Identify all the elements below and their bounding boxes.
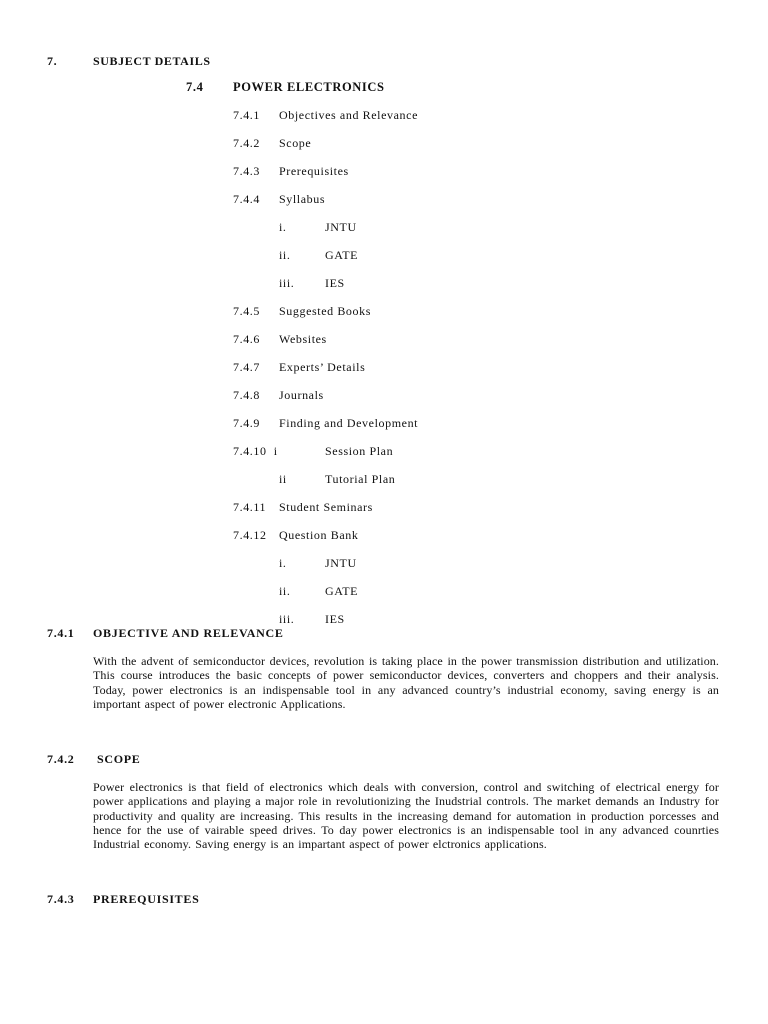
section-number-scope: 7.4.2 xyxy=(47,752,75,766)
toc-number: 7.4.7 xyxy=(233,360,260,374)
subject-number: 7. xyxy=(47,54,58,68)
toc-number: 7.4.4 xyxy=(233,192,260,206)
toc-sublabel: IES xyxy=(325,612,345,626)
toc-label: Journals xyxy=(279,388,324,402)
toc-label: Websites xyxy=(279,332,327,346)
toc-subnumber: ii. xyxy=(279,584,291,598)
toc-label: Objectives and Relevance xyxy=(279,108,419,122)
toc-sublabel: GATE xyxy=(325,248,359,262)
toc-number: 7.4.8 xyxy=(233,388,260,402)
toc-subnumber: i. xyxy=(279,556,287,570)
toc-subnumber: ii. xyxy=(279,248,291,262)
toc-label: Student Seminars xyxy=(279,500,373,514)
course-number: 7.4 xyxy=(186,80,204,94)
toc-label: Session Plan xyxy=(325,444,394,458)
toc-subnumber: ii xyxy=(279,472,287,486)
toc-label: Suggested Books xyxy=(279,304,372,318)
toc-label: Scope xyxy=(279,136,312,150)
subject-title: SUBJECT DETAILS xyxy=(93,54,211,68)
toc-number: 7.4.3 xyxy=(233,164,260,178)
toc-label: Experts’ Details xyxy=(279,360,366,374)
toc-label: Finding and Development xyxy=(279,416,419,430)
objective-paragraph: With the advent of semiconductor devices, revolution is taking place in the power transmission distribution and utilization. This course introduces the basic concepts of power semiconductor devices, converters and choppers and their analysis. Today, power electronics is an indispensable tool in any advanced country’s industrial economy, saving energy is an important aspect of power electronic Applications. xyxy=(93,654,719,711)
toc-label: Syllabus xyxy=(279,192,326,206)
toc-number: 7.4.11 xyxy=(233,500,267,514)
toc-sublabel: IES xyxy=(325,276,345,290)
toc-sublabel: JNTU xyxy=(325,556,357,570)
toc-number: 7.4.1 xyxy=(233,108,260,122)
toc-sublabel: Tutorial Plan xyxy=(325,472,396,486)
toc-number: 7.4.6 xyxy=(233,332,260,346)
toc-number: 7.4.10 i xyxy=(233,444,278,458)
section-title-prerequisites: PREREQUISITES xyxy=(93,892,200,906)
toc-subnumber: iii. xyxy=(279,612,295,626)
toc-subnumber: iii. xyxy=(279,276,295,290)
toc-subnumber: i. xyxy=(279,220,287,234)
section-title-objective: OBJECTIVE AND RELEVANCE xyxy=(93,626,284,640)
scope-paragraph: Power electronics is that field of electronics which deals with conversion, control and switching of electrical energy for power applications and playing a major role in revolutionizing the Inudstrial controls. The market demands an Industry for productivity and quality are increasing. This results in the increasing demand for automation in production porcesses and hence for the use of vairable speed drives. To day power electronics is an indispensable tool in any advanced counrties Industrial economy. Saving energy is an impartant aspect of power elctronics applications. xyxy=(93,780,719,852)
toc-label: Prerequisites xyxy=(279,164,349,178)
toc-sublabel: JNTU xyxy=(325,220,357,234)
section-number-prerequisites: 7.4.3 xyxy=(47,892,75,906)
course-title: POWER ELECTRONICS xyxy=(233,80,385,94)
toc-number: 7.4.9 xyxy=(233,416,260,430)
toc-number: 7.4.5 xyxy=(233,304,260,318)
toc-label: Question Bank xyxy=(279,528,359,542)
section-number-objective: 7.4.1 xyxy=(47,626,75,640)
section-title-scope: SCOPE xyxy=(97,752,141,766)
toc-sublabel: GATE xyxy=(325,584,359,598)
toc-number: 7.4.12 xyxy=(233,528,267,542)
toc-number: 7.4.2 xyxy=(233,136,260,150)
